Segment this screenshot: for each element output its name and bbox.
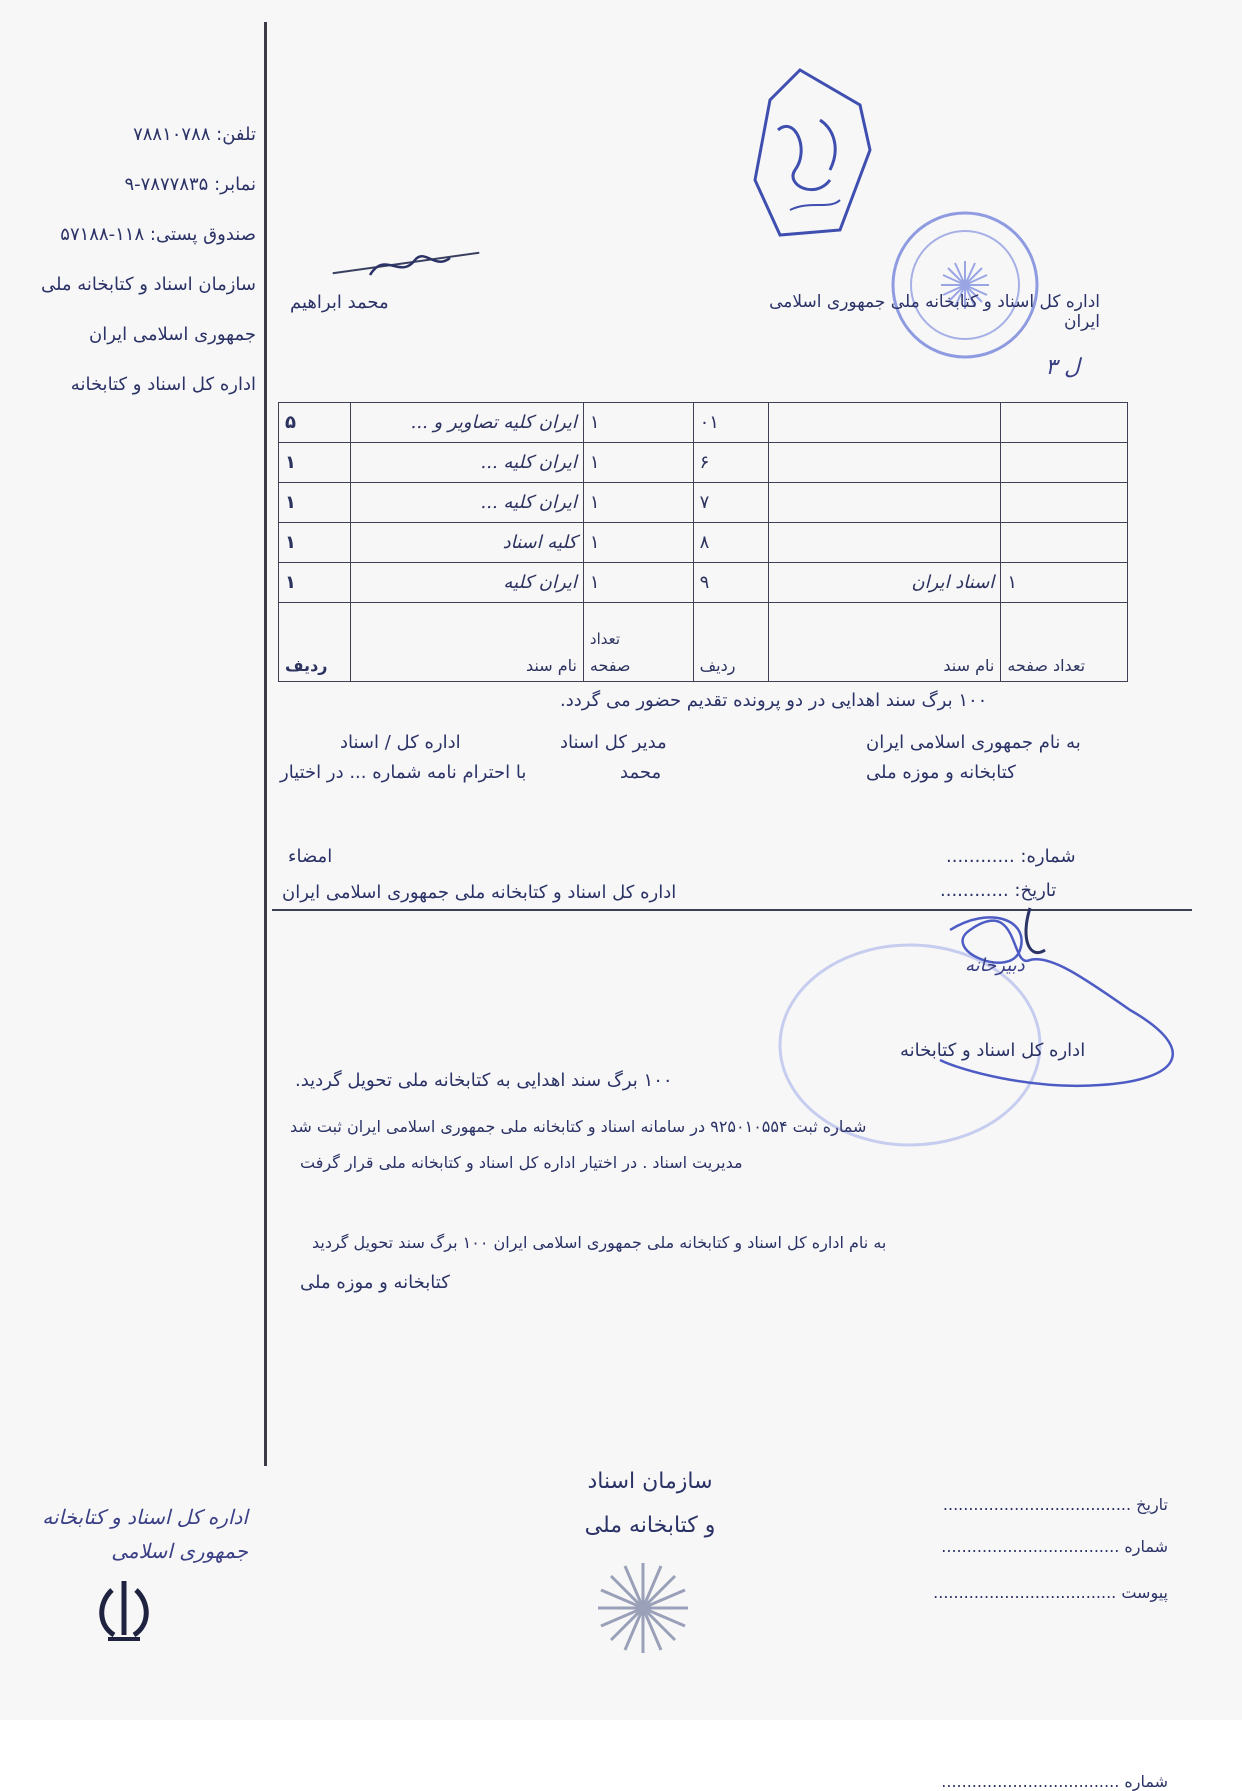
cell-unit: ۱ — [583, 523, 693, 563]
cell-unit: ۱ — [583, 483, 693, 523]
handwritten-note: اداره کل اسناد و کتابخانه — [900, 1040, 1086, 1061]
cell-name: ایران کلیه ... — [351, 483, 584, 523]
contact-line: صندوق پستی: ۱۱۸-۵۷۱۸۸ — [60, 224, 256, 245]
cell-unit: ۱ — [583, 403, 693, 443]
cell-num: ۱ — [279, 443, 351, 483]
stamp-text: دبیرخانه — [965, 955, 1025, 976]
signatory-name: محمد ابراهیم — [290, 292, 389, 313]
signature-scribble — [360, 240, 470, 290]
table-row — [279, 403, 1128, 443]
cell-unit: ۱ — [583, 443, 693, 483]
contact-line: تلفن: ۷۸۸۱۰۷۸۸ — [133, 124, 256, 145]
cell-name: ایران کلیه — [351, 563, 584, 603]
footer-org — [520, 1460, 780, 1548]
header-col1: ردیف — [279, 603, 351, 682]
footer-left-block — [18, 1500, 248, 1568]
header-col6: تعداد صفحه — [1001, 603, 1128, 682]
subject-value: ل ۳ — [1045, 355, 1080, 380]
field-date: تاریخ ..................................... — [942, 1495, 1168, 1514]
sign-label: امضاء — [288, 846, 333, 867]
margin-rule — [264, 22, 267, 1466]
footer-left-line2: جمهوری اسلامی — [111, 1539, 248, 1563]
handwritten-stamp — [740, 60, 880, 250]
cell-num: ۱ — [279, 563, 351, 603]
cell-num: ۱ — [279, 483, 351, 523]
cell-name: کلیه اسناد — [351, 523, 584, 563]
contact-line: سازمان اسناد و کتابخانه ملی — [40, 274, 256, 295]
cell-qty2 — [1001, 483, 1128, 523]
cell-row: ۹ — [693, 563, 768, 603]
header-col3-top: تعداد — [589, 630, 621, 648]
body-col-b2: محمد — [620, 762, 662, 783]
cell-unit: ۱ — [583, 563, 693, 603]
cell-name2: اسناد ایران — [769, 563, 1001, 603]
number-label: شماره: ............ — [946, 846, 1076, 867]
addressee-repeat: اداره کل اسناد و کتابخانه ملی جمهوری اسلامی ایران — [282, 882, 677, 903]
header-col2: نام سند — [351, 603, 584, 682]
header-col4: ردیف — [693, 603, 768, 682]
cell-num: ۱ — [279, 523, 351, 563]
table-row — [279, 483, 1128, 523]
official-seal — [885, 205, 1045, 365]
cell-row: ۰۱ — [693, 403, 768, 443]
addressee: اداره کل اسناد و کتابخانه ملی جمهوری اسلامی ایران — [769, 292, 1100, 332]
date-label: تاریخ: ............ — [940, 880, 1057, 901]
field-number2: شماره ................................... — [941, 1537, 1168, 1556]
organization-logo — [588, 1553, 698, 1663]
cell-name: ایران کلیه ... — [351, 443, 584, 483]
body-col-a1: به نام جمهوری اسلامی ایران — [866, 732, 1081, 753]
body-line: ۱۰۰ برگ سند اهدایی به کتابخانه ملی تحویل گردید. — [295, 1070, 673, 1091]
body-line: شماره ثبت ۹۲۵۰۱۰۵۵۴ در سامانه اسناد و کتابخانه ملی جمهوری اسلامی ایران ثبت شد — [290, 1117, 867, 1136]
header-col3 — [583, 603, 693, 682]
footer-left-line1: اداره کل اسناد و کتابخانه — [42, 1505, 248, 1529]
table-row — [279, 523, 1128, 563]
cell-name: ایران کلیه تصاویر و ... — [351, 403, 584, 443]
contact-line: نمابر: ۷۸۷۷۸۳۵-۹ — [124, 174, 256, 195]
cell-name2 — [769, 403, 1001, 443]
body-col-c1: اداره کل / اسناد — [340, 732, 461, 753]
body-line: کتابخانه و موزه ملی — [300, 1272, 450, 1293]
header-col5: نام سند — [769, 603, 1001, 682]
table-header-row — [279, 603, 1128, 682]
cell-row: ۶ — [693, 443, 768, 483]
cell-qty2: ۱ — [1001, 563, 1128, 603]
footer-org-line2: و کتابخانه ملی — [584, 1513, 716, 1538]
cell-qty2 — [1001, 403, 1128, 443]
cell-name2 — [769, 443, 1001, 483]
cell-row: ۸ — [693, 523, 768, 563]
table-row — [279, 563, 1128, 603]
body-line: به نام اداره کل اسناد و کتابخانه ملی جمهوری اسلامی ایران ۱۰۰ برگ سند تحویل گردید — [312, 1233, 887, 1252]
contact-block — [6, 110, 256, 410]
subject-handwritten — [930, 355, 1080, 380]
body-col-b1: مدیر کل اسناد — [560, 732, 667, 753]
body-line: مدیریت اسناد . در اختیار اداره کل اسناد و کتابخانه ملی قرار گرفت — [300, 1153, 743, 1172]
body-col-a2: کتابخانه و موزه ملی — [866, 762, 1016, 783]
field-number: شماره ................................... — [941, 1772, 1168, 1791]
header-col3-label: صفحه — [589, 656, 631, 675]
cell-name2 — [769, 523, 1001, 563]
items-table — [278, 402, 1128, 682]
body-line: ۱۰۰ برگ سند اهدایی در دو پرونده تقدیم حضور می گردد. — [560, 690, 988, 711]
cell-row: ۷ — [693, 483, 768, 523]
contact-line: اداره کل اسناد و کتابخانه — [70, 374, 256, 395]
footer-org-line1: سازمان اسناد — [587, 1469, 713, 1494]
body-col-c2: با احترام نامه شماره ... در اختیار — [280, 762, 527, 783]
state-emblem-icon — [94, 1575, 154, 1645]
cell-qty2 — [1001, 443, 1128, 483]
cell-qty2 — [1001, 523, 1128, 563]
cell-num: ۵ — [279, 403, 351, 443]
contact-line: جمهوری اسلامی ایران — [89, 324, 256, 345]
signature-loop — [880, 900, 1210, 1100]
field-attachment: پیوست .................................... — [933, 1583, 1168, 1602]
table-row — [279, 443, 1128, 483]
cell-name2 — [769, 483, 1001, 523]
